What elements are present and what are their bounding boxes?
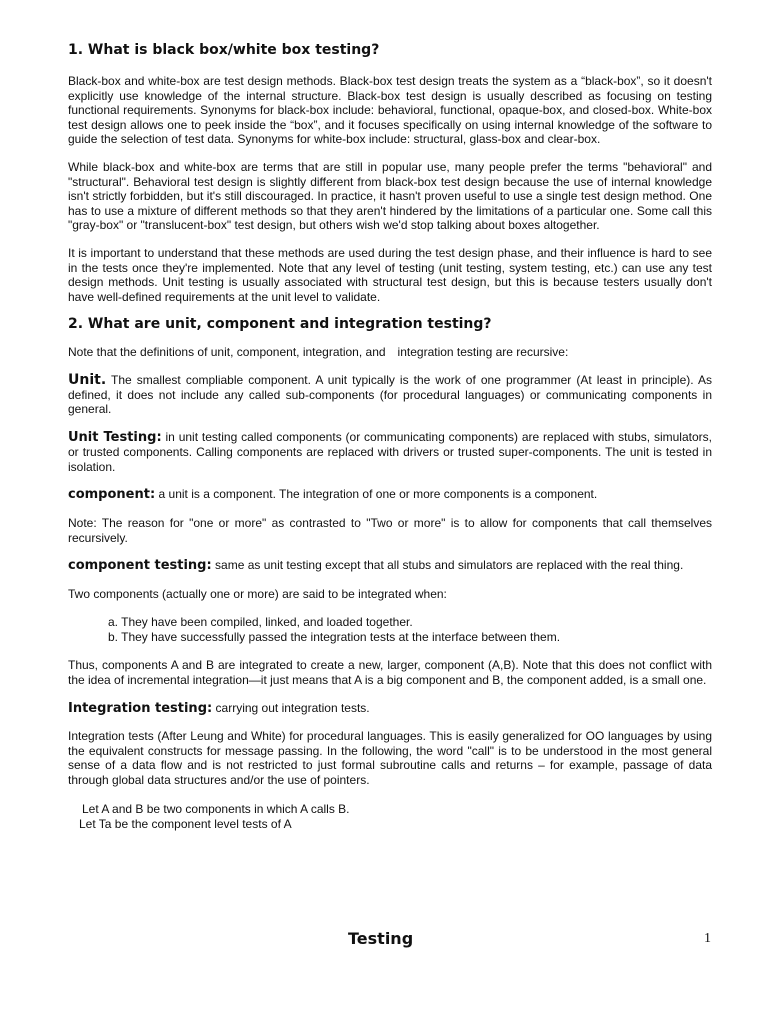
unit-testing-text: in unit testing called components (or communicating components) are replaced with stubs, simulators, or trusted components. Calling components are replaced with drivers or trusted super-components. The unit is tested in isolation.	[68, 429, 712, 474]
unit-text: The smallest compliable component. A unit typically is the work of one programmer (At least in principle). As defined, it does not include any called sub-components (for procedural languages) or communicating components in general.	[68, 372, 712, 417]
document-page	[68, 42, 712, 832]
component-text: a unit is a component. The integration of one or more components is a component.	[158, 487, 598, 502]
footer-title: Testing	[348, 929, 414, 948]
recursion-note: Note: The reason for "one or more" as contrasted to "Two or more" is to allow for components that call themselves recursively.	[68, 516, 712, 545]
recursive-note-part-a: Note that the definitions of unit, component, integration, and	[68, 345, 386, 360]
list-item: a. They have been compiled, linked, and loaded together.	[108, 615, 413, 630]
recursive-note-part-b: integration testing are recursive:	[397, 345, 569, 360]
unit-testing-term: Unit Testing:	[68, 429, 162, 445]
unit-definition	[68, 373, 712, 417]
integration-tests-paragraph: Integration tests (After Leung and White) for procedural languages. This is easily generalized for OO languages by using the equivalent constructs for message passing. In the following, the word "call" is to be understood in the most general sense of a data flow and is not restricted to just formal subroutine calls and returns – for example, passage of data through global data structures and/or the use of pointers.	[68, 729, 712, 787]
section-1-paragraph-3: It is important to understand that these methods are used during the test design phase, and their influence is hard to see in the tests once they're implemented. Note that any level of testing (unit testing, system testing, etc.) can use any test design methods. Unit testing is usually associated with structural test design, but this is because testers usually don't have well-defined requirements at the unit level to validate.	[68, 245, 712, 304]
component-term: component:	[68, 487, 156, 503]
section-1-heading: 1. What is black box/white box testing?	[68, 42, 380, 58]
section-1-paragraph-1: Black-box and white-box are test design methods. Black-box test design treats the system as a “black-box”, so it doesn't explicitly use knowledge of the internal structure. Black-box test design is usually described as focusing on testing functional requirements. Synonyms for black-box include: behavioral, functional, opaque-box, and closed-box. White-box test design allows one to peek inside the “box”, and it focuses specifically on using internal knowledge of the software to guide the selection of test data. Synonyms for white-box include: structural, glass-box and clear-box.	[68, 74, 712, 147]
component-definition	[68, 487, 712, 503]
integrated-intro: Two components (actually one or more) are said to be integrated when:	[68, 586, 447, 601]
integration-testing-text: carrying out integration tests.	[215, 700, 370, 715]
component-testing-definition	[68, 558, 712, 574]
integrated-list	[68, 615, 712, 645]
list-item: b. They have successfully passed the integration tests at the interface between them.	[108, 630, 561, 645]
section-2-heading: 2. What are unit, component and integration testing?	[68, 316, 492, 333]
unit-term: Unit.	[68, 371, 107, 388]
component-testing-term: component testing:	[68, 558, 212, 574]
section-1-paragraph-2: While black-box and white-box are terms that are still in popular use, many people prefer the terms "behavioral" and "structural". Behavioral test design is slightly different from black-box test design because the use of internal knowledge isn't strictly forbidden, but it's still discouraged. In practice, it hasn't proven useful to use a single test design method. One has to use a mixture of different methods so that they aren't hindered by the limitations of a particular one. Some call this "gray-box" or "translucent-box" test design, but others wish we'd stop talking about boxes altogether.	[68, 159, 712, 233]
integration-testing-definition	[68, 701, 712, 717]
integration-testing-term: Integration testing:	[68, 700, 213, 716]
let-a-line: Let A and B be two components in which A calls B.	[82, 801, 350, 816]
page-number: 1	[704, 931, 711, 946]
thus-paragraph: Thus, components A and B are integrated to create a new, larger, component (A,B). Note that this does not conflict with the idea of incremental integration—it just means that A is a big component and B, the component added, is a small one.	[68, 658, 712, 688]
component-testing-text: same as unit testing except that all stubs and simulators are replaced with the real thing.	[215, 558, 684, 573]
recursive-note-intro	[68, 345, 712, 360]
unit-testing-definition	[68, 430, 712, 475]
let-b-line: Let Ta be the component level tests of A	[79, 816, 292, 831]
